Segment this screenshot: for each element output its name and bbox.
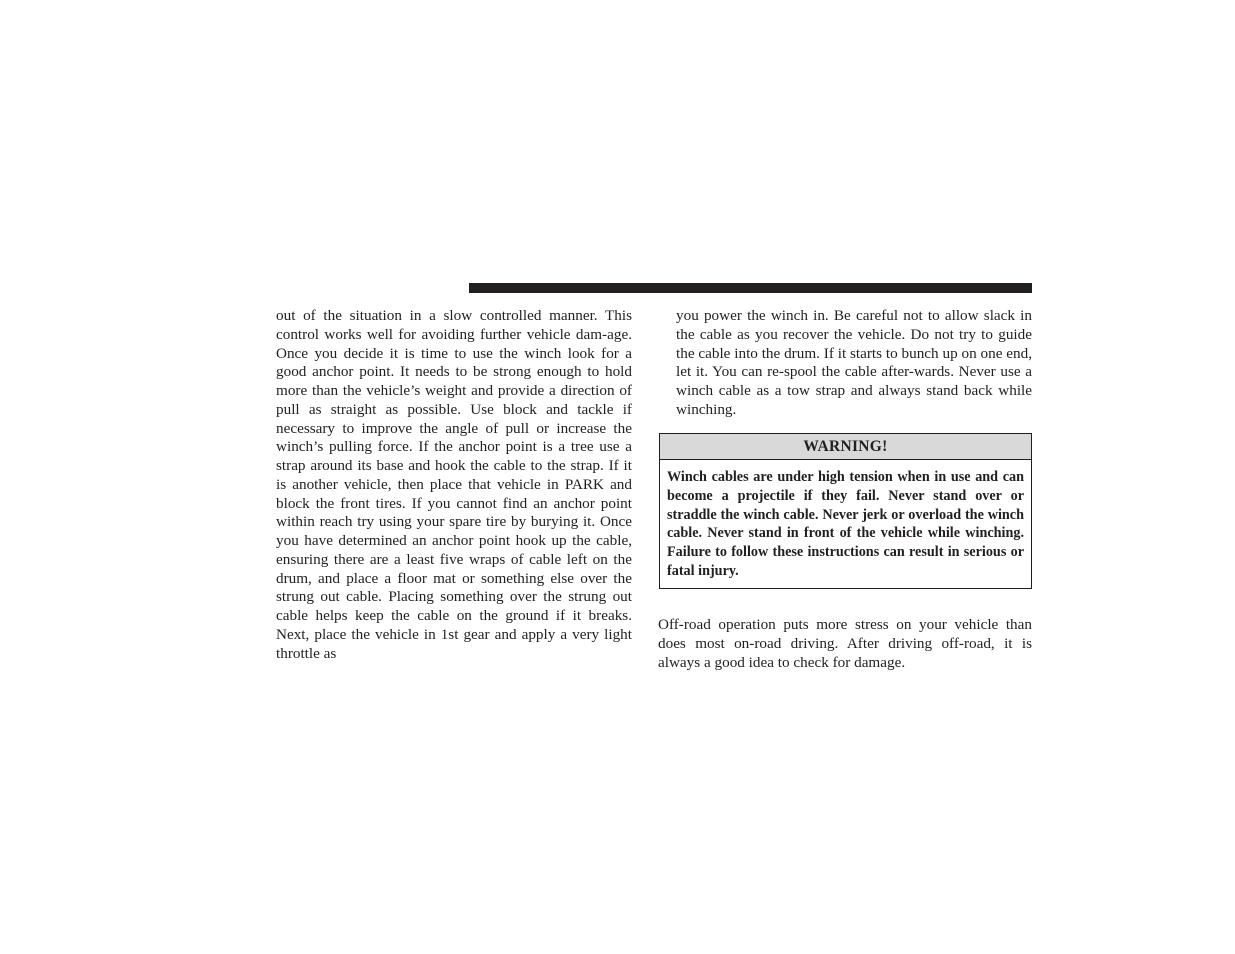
warning-text: Winch cables are under high tension when in use and can become a projectile if they fail. Never stand over or straddle the winch cable. Never jerk or overload the winch cable. Never stand in front of the vehicle while winching. Failure to follow these instructions can result in serious or fatal injury. [667,469,1024,579]
right-paragraph-top: you power the winch in. Be careful not to allow slack in the cable as you recover the vehicle. Do not try to guide the cable into the drum. If it starts to bunch up on one end, let it. You can re-spool the cable after-wards. Never use a winch cable as a tow strap and always stand back while winching. [676,307,1032,418]
section-header-bar [469,283,1032,293]
left-column [276,307,632,663]
right-column-bottom [658,616,1032,672]
left-paragraph: out of the situation in a slow controlled manner. This control works well for avoiding further vehicle dam-age. Once you decide it is time to use the winch look for a good anchor point. It needs to be strong enough to hold more than the vehicle’s weight and provide a direction of pull as straight as possible. Use block and tackle if necessary to improve the angle of pull or increase the winch’s pulling force. If the anchor point is a tree use a strap around its base and hook the cable to the strap. If it is another vehicle, then place that vehicle in PARK and block the front tires. If you cannot find an anchor point within reach try using your spare tire by burying it. Once you have determined an anchor point hook up the cable, ensuring there are a least five wraps of cable left on the drum, and place a floor mat or something else over the strung out cable. Placing something over the strung out cable helps keep the cable on the ground if it breaks. Next, place the vehicle in 1st gear and apply a very light throttle as [276,307,632,662]
warning-box [659,433,1032,589]
right-paragraph-bottom: Off-road operation puts more stress on your vehicle than does most on-road driving. After driving off-road, it is always a good idea to check for damage. [658,616,1032,671]
warning-title: WARNING! [660,434,1031,460]
right-column-top [676,307,1032,420]
